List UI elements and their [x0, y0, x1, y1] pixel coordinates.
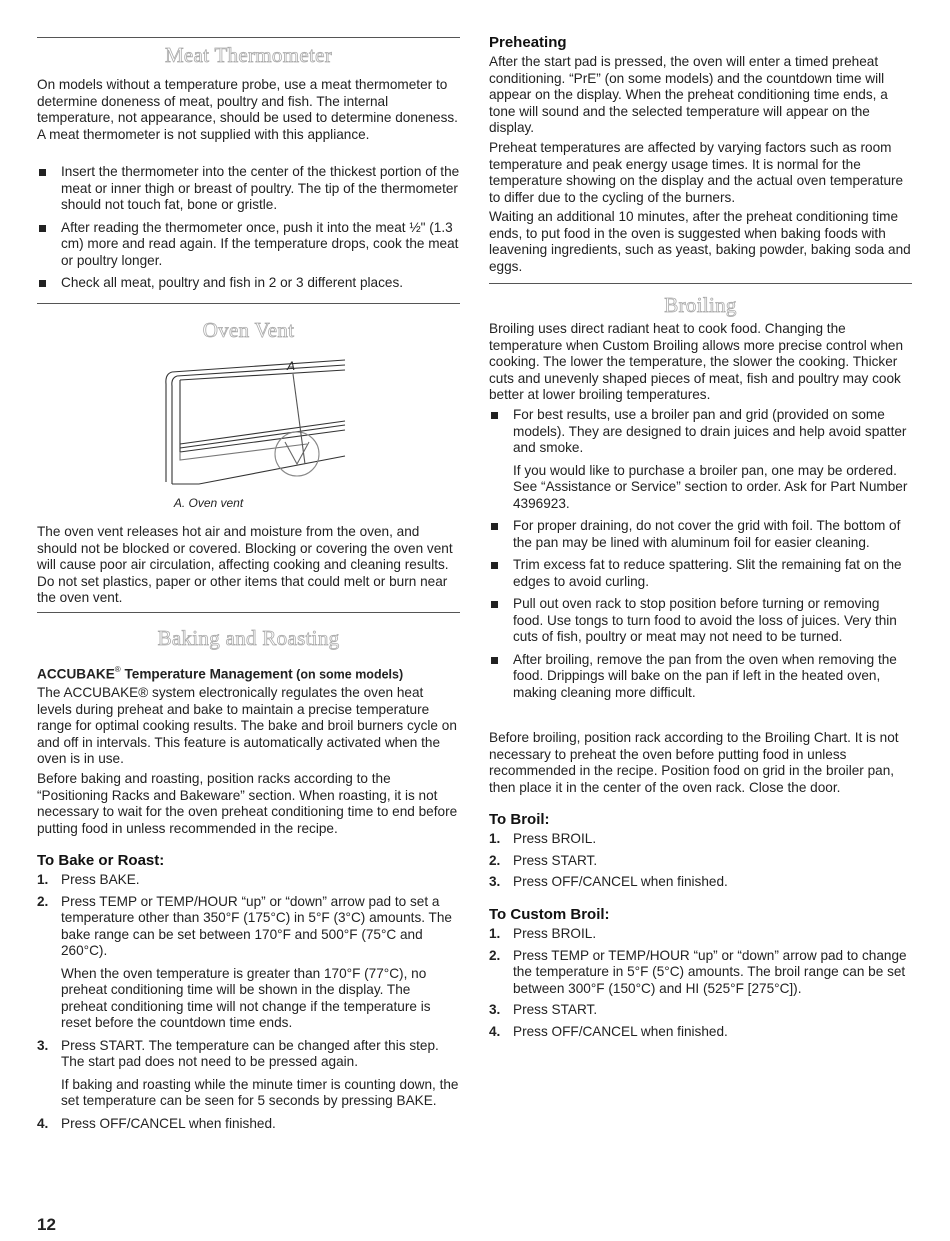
to-bake-heading: To Bake or Roast:: [37, 852, 165, 869]
step-text: Press TEMP or TEMP/HOUR “up” or “down” arrow pad to change the temperature in 5°F (5°C) amounts. The broil range can be set between 300°F (150°C) and HI (525°F [275°C]).: [513, 947, 907, 996]
list-item: [489, 831, 912, 848]
baking-paragraph: Before baking and roasting, position racks according to the “Positioning Racks and Bakeware” section. When roasting, it is not necessary to wait for the oven preheat conditioning time to end before putting food in unless recommended in the recipe.: [37, 771, 458, 836]
list-item: After broiling, remove the pan from the oven when removing the food. Drippings will bake on the pan if left in the heated oven, making cleaning more difficult.: [489, 652, 912, 702]
step-text: Press OFF/CANCEL when finished.: [513, 1023, 728, 1039]
list-item: [37, 894, 460, 1032]
step-note: When the oven temperature is greater than 170°F (77°C), no preheat conditioning time will be shown in the display. The preheat conditioning time will not change if the temperature is reset before the countdown time ends.: [61, 965, 431, 1030]
step-text: Press START.: [513, 852, 598, 868]
step-note: If baking and roasting while the minute timer is counting down, the set temperature can be seen for 5 seconds by pressing BAKE.: [61, 1076, 459, 1108]
list-item: [37, 1038, 460, 1110]
accubake-heading-text: ACCUBAKE: [37, 666, 115, 682]
list-item: [37, 1116, 460, 1133]
accubake-paragraph: The ACCUBAKE® system electronically regulates the oven heat levels during preheat and bake to maintain a precise temperature range for optimal cooking results. The bake and broil burners cycle on and off in intervals. This feature is automatically activated when the oven is in use.: [37, 685, 457, 766]
oven-vent-title: Oven Vent: [202, 318, 295, 342]
step-number: 2.: [37, 893, 49, 909]
step-text: Press BAKE.: [61, 872, 140, 887]
oven-vent-text: The oven vent releases hot air and moisture from the oven, and should not be blocked or covered. Blocking or covering the oven vent will cause poor air circulation, affecting cooking and cleaning results. Do not set plastics, paper or other items that could melt or burn near the oven vent.: [37, 524, 453, 605]
list-item: [489, 407, 912, 512]
list-item: Check all meat, poultry and fish in 2 or 3 different places.: [37, 275, 460, 292]
figure-caption: A. Oven vent: [173, 496, 244, 510]
step-number: 2.: [489, 852, 501, 868]
list-item: [489, 926, 912, 943]
step-text: Press START.: [513, 1002, 598, 1017]
list-item: For proper draining, do not cover the grid with foil. The bottom of the pan may be lined with aluminum foil for easier cleaning.: [489, 518, 912, 551]
list-item: [489, 1024, 912, 1041]
step-number: 2.: [489, 947, 501, 963]
meat-thermometer-intro: On models without a temperature probe, use a meat thermometer to determine doneness of meat, poultry and fish. The internal temperature, not appearance, should be used to determine doneness. A meat thermometer is not supplied with this appliance.: [37, 77, 458, 142]
preheating-paragraph-1: After the start pad is pressed, the oven will enter a timed preheat conditioning. “PrE” (on some models) and the countdown time will appear on the display. When the preheat conditioning time ends, a tone will sound and the selected temperature will appear on the display.: [489, 54, 888, 135]
meat-thermometer-title: Meat Thermometer: [164, 43, 333, 67]
list-item: Trim excess fat to reduce spattering. Slit the remaining fat on the edges to avoid curling.: [489, 557, 912, 590]
section-rule: [37, 612, 460, 613]
oven-vent-illustration: [157, 352, 387, 502]
section-rule: [489, 283, 912, 284]
step-number: 1.: [489, 831, 501, 846]
preheating-paragraph-3: Waiting an additional 10 minutes, after the preheat conditioning time ends, to put food in the oven is suggested when baking foods with leavening ingredients, such as yeast, baking powder, baking soda and eggs.: [489, 209, 911, 274]
accubake-heading: [37, 665, 460, 683]
broiling-after: Before broiling, position rack according to the Broiling Chart. It is not necessary to preheat the oven before putting food in unless recommended in the recipe. Position food on grid in the broiler pan, then place it in the center of the oven rack. Close the door.: [489, 730, 899, 795]
page-number: 12: [37, 1215, 56, 1234]
bullet-text: For best results, use a broiler pan and grid (provided on some models). They are designed to drain juices and help avoid spatter and smoke.: [513, 407, 907, 455]
step-number: 1.: [37, 872, 49, 887]
bullet-note: If you would like to purchase a broiler pan, one may be ordered. See “Assistance or Service” section to order. Ask for Part Number 4396923.: [513, 462, 908, 511]
step-text: Press OFF/CANCEL when finished.: [61, 1115, 276, 1131]
to-broil-heading: To Broil:: [489, 811, 550, 828]
to-custom-broil-heading: To Custom Broil:: [489, 906, 610, 923]
step-number: 3.: [489, 1002, 501, 1017]
registered-mark: ®: [114, 665, 121, 674]
broil-steps: [489, 831, 912, 891]
list-item: Pull out oven rack to stop position before turning or removing food. Use tongs to turn food to avoid the loss of juices. Very thin cuts of fish, poultry or meat may not need to be turned.: [489, 596, 912, 646]
step-text: Press START. The temperature can be changed after this step. The start pad does not need to be pressed again.: [61, 1037, 439, 1069]
list-item: [489, 853, 912, 870]
list-item: [37, 872, 460, 889]
broiling-intro: Broiling uses direct radiant heat to cook food. Changing the temperature when Custom Broiling allows more precise control when cooking. The lower the temperature, the slower the cooking. Thicker cuts and unevenly shaped pieces of meat, fish and poultry may cook better at lower broiling temperatures.: [489, 321, 904, 402]
accubake-heading-rest: Temperature Management: [120, 666, 293, 682]
broiling-title: Broiling: [664, 293, 737, 317]
custom-broil-steps: [489, 926, 912, 1040]
baking-roasting-title: Baking and Roasting: [157, 626, 340, 650]
broiling-bullets: [489, 407, 912, 701]
preheating-paragraph-2: Preheat temperatures are affected by varying factors such as room temperature and peak energy usage times. It is normal for the temperature showing on the display and the actual oven temperature to differ due to the cycling of the burners.: [489, 140, 904, 205]
step-text: Press OFF/CANCEL when finished.: [513, 874, 728, 889]
step-number: 3.: [489, 874, 501, 889]
meat-thermometer-bullets: [37, 164, 460, 292]
list-item: [489, 874, 912, 891]
step-text: Press BROIL.: [513, 831, 597, 846]
step-number: 1.: [489, 926, 501, 941]
list-item: After reading the thermometer once, push it into the meat ½" (1.3 cm) more and read again. If the temperature drops, cook the meat or poultry longer.: [37, 220, 460, 270]
label-a: A: [287, 359, 296, 373]
list-item: [489, 948, 912, 998]
list-item: Insert the thermometer into the center of the thickest portion of the meat or inner thigh or breast of poultry. The tip of the thermometer should not touch fat, bone or gristle.: [37, 164, 460, 214]
step-number: 4.: [37, 1115, 49, 1131]
step-number: 3.: [37, 1037, 49, 1053]
bake-steps: [37, 872, 460, 1132]
accubake-note: (on some models): [292, 667, 404, 682]
list-item: [489, 1002, 912, 1019]
step-number: 4.: [489, 1023, 501, 1039]
section-rule: [37, 37, 460, 38]
section-rule: [37, 303, 460, 304]
preheating-heading: Preheating: [489, 34, 567, 51]
step-text: Press TEMP or TEMP/HOUR “up” or “down” arrow pad to set a temperature other than 350°F (175°C) in 5°F (3°C) amounts. The bake range can be set between 170°F and 500°F (75°C and 260°C).: [61, 893, 452, 958]
step-text: Press BROIL.: [513, 926, 597, 941]
